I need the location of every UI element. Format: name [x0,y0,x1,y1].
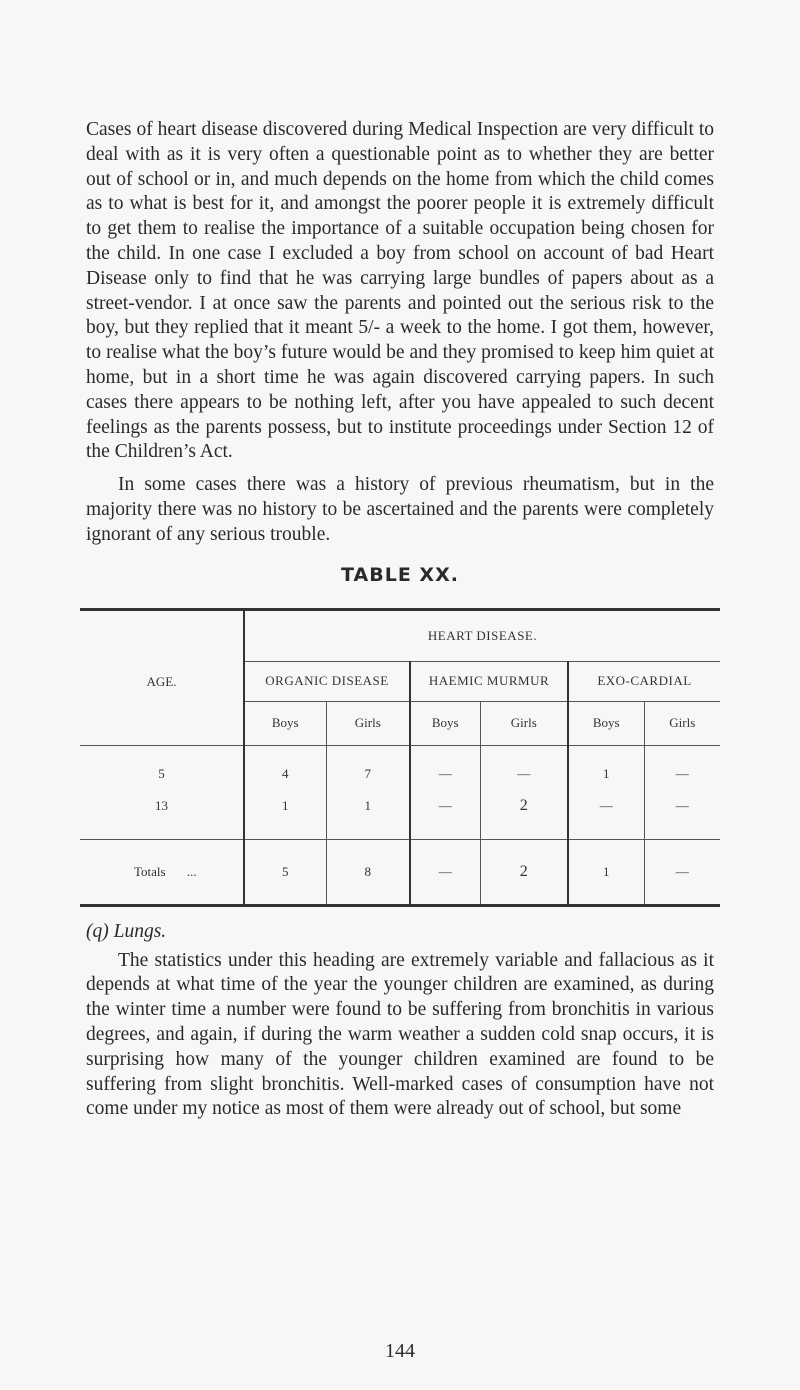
age-cell: 13 [155,797,168,813]
paragraph-heart-disease: Cases of heart disease discovered during Medical Inspection are very difficult to deal with as it is very often a questionable point as to whether they are better out of school or in, and much depends on the home from which the child comes as to what is best for it, and amongst the poorer people it is extremely difficult to get them to realise the importance of a suitable occupation being chosen for the child. In one case I excluded a boy from school on account of bad Heart Disease only to find that he was carrying large bundles of papers about as a street-vendor. I at once saw the parents and pointed out the serious risk to the boy, but they replied that it meant 5/- a week to the home. I got them, however, to realise what the boy’s future would be and they promised to keep him quiet at home, but in a short time he was again discovered carrying papers. In such cases there appears to be nothing left, after you have appealed to such decent feelings as the parents possess, but to institute proceedings under Section 12 of the Children’s Act. [86,119,714,463]
section-heading-lungs [86,921,714,943]
table-cell: 2 [480,789,568,839]
organic-disease-header: ORGANIC DISEASE [244,661,410,701]
sub-header-girls: Girls [644,701,720,745]
sub-header-girls: Girls [480,701,568,745]
table-cell: 1 [568,839,644,905]
section-title: Lungs. [113,920,167,942]
table-cell: — [568,789,644,839]
table-row [80,789,720,839]
totals-leader-dots: ... [186,863,197,879]
heart-disease-table [80,608,720,907]
totals-label [80,839,244,905]
table-row [80,745,720,789]
table-cell: 8 [326,839,410,905]
table-cell: 5 [244,839,326,905]
totals-row [80,839,720,905]
totals-label-text: Totals [134,863,166,879]
sub-header-boys: Boys [410,701,480,745]
table-cell: — [410,789,480,839]
paragraph-rheumatism: In some cases there was a history of previous rheumatism, but in the majority there was no history to be ascertained and the parents were completely ignorant of any serious trouble. [86,474,714,545]
sub-header-boys: Boys [568,701,644,745]
exo-cardial-header: EXO-CARDIAL [568,661,720,701]
sub-header-girls: Girls [326,701,410,745]
document-page [86,118,714,1122]
table-cell: 1 [568,745,644,789]
page-number: 144 [385,1340,415,1362]
table-title: TABLE XX. [341,563,459,586]
table-cell: 1 [326,789,410,839]
table-cell: — [410,839,480,905]
table-cell: — [480,745,568,789]
age-header: AGE. [80,609,244,745]
age-cell: 5 [80,745,244,789]
table-cell: 4 [244,745,326,789]
table-cell: — [644,745,720,789]
table-cell: 7 [326,745,410,789]
table-cell: 1 [244,789,326,839]
table-cell: — [410,745,480,789]
paragraph-lungs: The statistics under this heading are extremely variable and fallacious as it depends at what time of the year the younger children are examined, as during the winter time a number were found to be suffering from bronchitis in various degrees, and again, if during the warm weather a sudden cold snap occurs, it is surprising how many of the younger children examined are found to be suffering from slight bronchitis. Well-marked cases of consumption have not come under my notice as most of them were already out of school, but some [86,949,714,1120]
table-cell: — [644,789,720,839]
haemic-murmur-header: HAEMIC MURMUR [410,661,568,701]
table-cell: 2 [480,839,568,905]
table-cell: — [644,839,720,905]
section-marker: (q) [86,920,109,942]
heart-disease-header: HEART DISEASE. [244,609,720,661]
sub-header-boys: Boys [244,701,326,745]
